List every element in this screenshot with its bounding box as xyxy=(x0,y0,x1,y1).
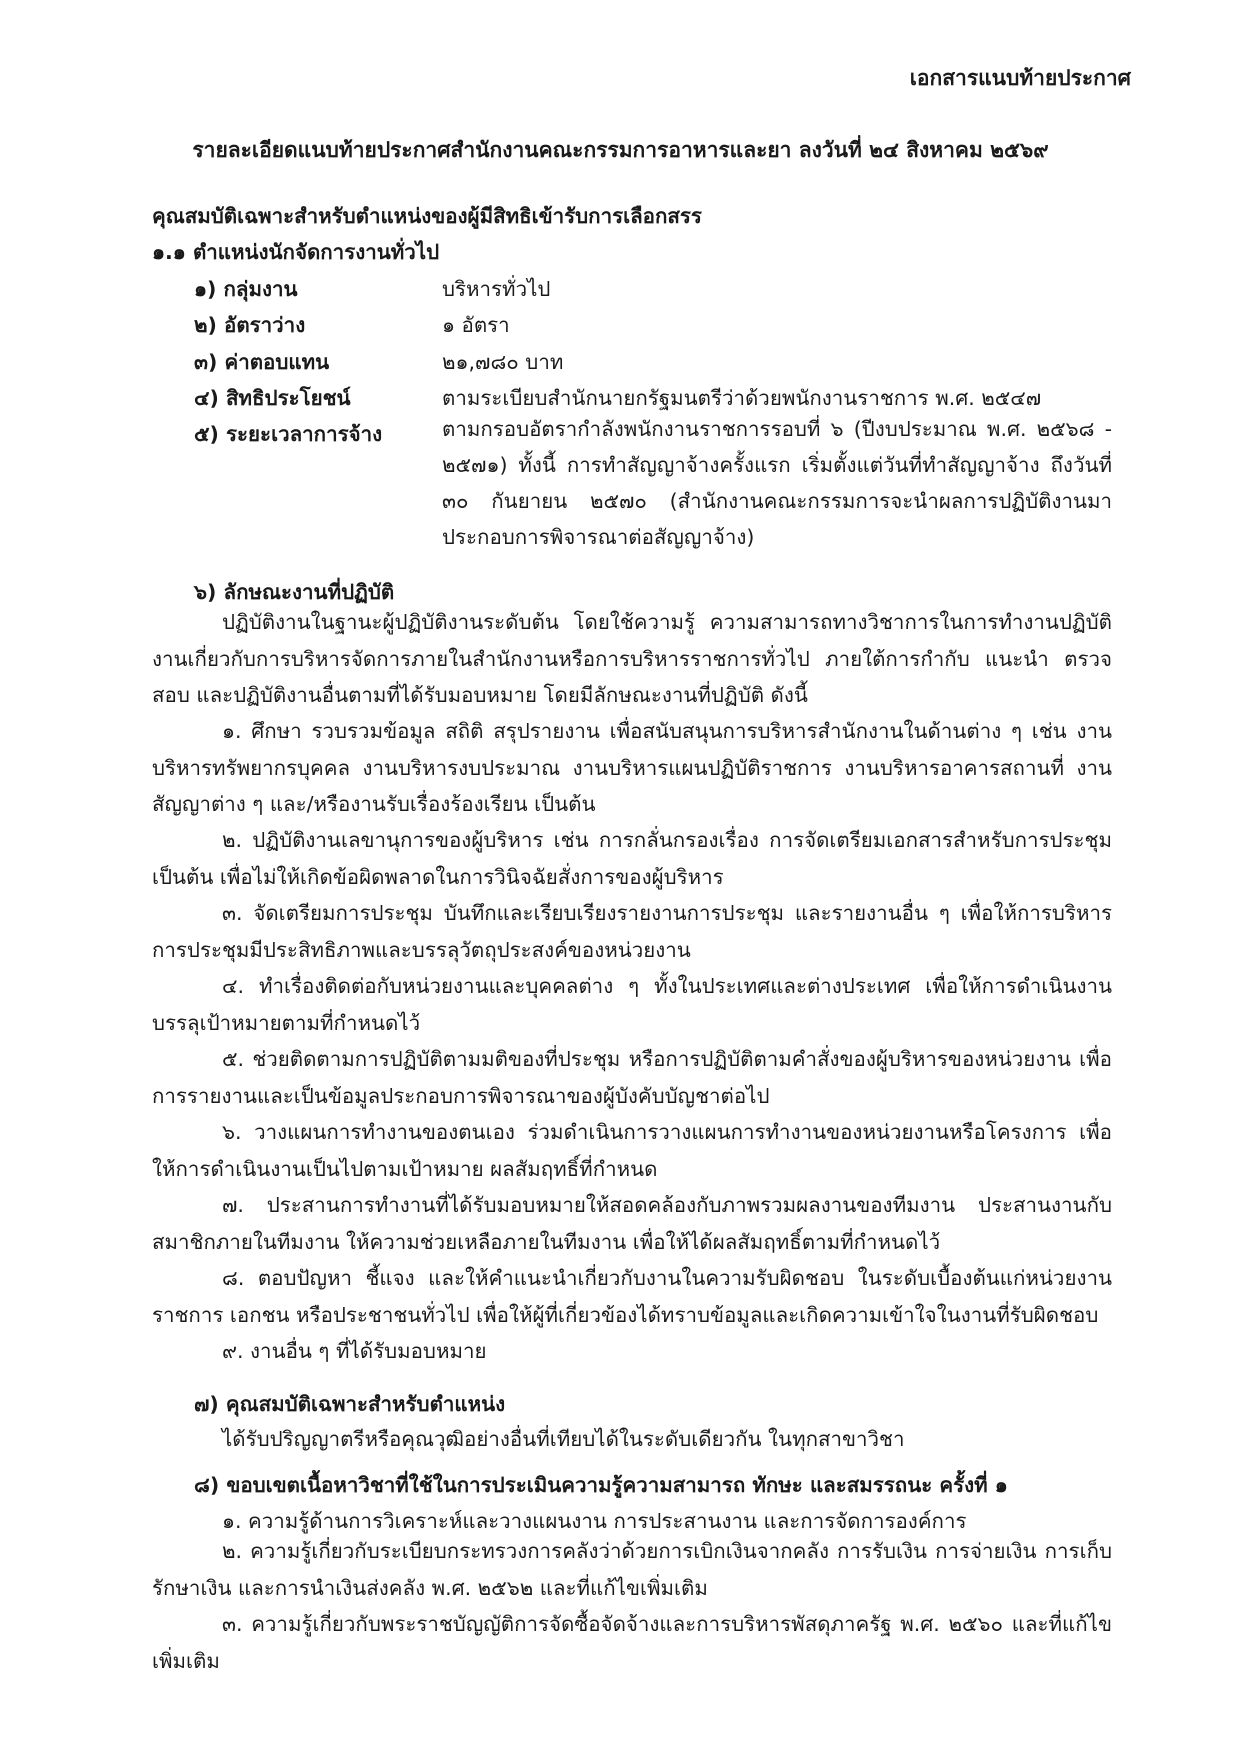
scope-item-2: ๒. ความรู้เกี่ยวกับระเบียบกระทรวงการคลังว่าด้วยการเบิกเงินจากคลัง การรับเงิน การจ่ายเงิน การเก็บรักษาเงิน และการนำเงินส่งคลัง พ.ศ. ๒๕๖๒ และที่แก้ไขเพิ่มเติม xyxy=(152,1539,1112,1600)
duty-item-2: ๒. ปฏิบัติงานเลขานุการของผู้บริหาร เช่น การกลั่นกรองเรื่อง การจัดเตรียมเอกสารสำหรับการประชุม เป็นต้น เพื่อไม่ให้เกิดข้อผิดพลาดในการวินิจฉัยสั่งการของผู้บริหาร xyxy=(152,828,1112,889)
scope-item-1: ๑. ความรู้ด้านการวิเคราะห์และวางแผนงาน การประสานงาน และการจัดการองค์การ xyxy=(222,1509,967,1533)
section6-intro: ปฏิบัติงานในฐานะผู้ปฏิบัติงานระดับต้น โดยใช้ความรู้ ความสามารถทางวิชาการในการทำงานปฏิบัติงานเกี่ยวกับการบริหารจัดการภายในสำนักงานหรือการบริหารราชการทั่วไป ภายใต้การกำกับ แนะนำ ตรวจสอบ และปฏิบัติงานอื่นตามที่ได้รับมอบหมาย โดยมีลักษณะงานที่ปฏิบัติ ดังนี้ xyxy=(152,610,1112,707)
detail-label-vacancy: ๒) อัตราว่าง xyxy=(194,313,306,337)
main-heading: คุณสมบัติเฉพาะสำหรับตำแหน่งของผู้มีสิทธิเข้ารับการเลือกสรร xyxy=(152,204,702,228)
detail-value-group: บริหารทั่วไป xyxy=(442,277,551,301)
detail-label-salary: ๓) ค่าตอบแทน xyxy=(194,350,330,374)
section6-heading: ๖) ลักษณะงานที่ปฏิบัติ xyxy=(194,580,395,604)
detail-value-vacancy: ๑ อัตรา xyxy=(442,313,510,337)
section8-heading: ๘) ขอบเขตเนื้อหาวิชาที่ใช้ในการประเมินความรู้ความสามารถ ทักษะ และสมรรถนะ ครั้งที่ ๑ xyxy=(194,1473,1008,1497)
detail-value-benefits: ตามระเบียบสำนักนายกรัฐมนตรีว่าด้วยพนักงานราชการ พ.ศ. ๒๕๔๗ xyxy=(442,386,1042,410)
duty-item-8: ๘. ตอบปัญหา ชี้แจง และให้คำแนะนำเกี่ยวกับงานในความรับผิดชอบ ในระดับเบื้องต้นแก่หน่วยงานราชการ เอกชน หรือประชาชนทั่วไป เพื่อให้ผู้ที่เกี่ยวข้องได้ทราบข้อมูลและเกิดความเข้าใจในงานที่รับผิดชอบ xyxy=(152,1266,1112,1327)
scope-item-3: ๓. ความรู้เกี่ยวกับพระราชบัญญัติการจัดซื้อจัดจ้างและการบริหารพัสดุภาครัฐ พ.ศ. ๒๕๖๐ และที่แก้ไขเพิ่มเติม xyxy=(152,1612,1112,1673)
detail-value-employment-period: ตามกรอบอัตรากำลังพนักงานราชการรอบที่ ๖ (ปีงบประมาณ พ.ศ. ๒๕๖๘ - ๒๕๗๑) ทั้งนี้ การทำสัญญาจ้างครั้งแรก เริ่มตั้งแต่วันที่ทำสัญญาจ้าง ถึงวันที่ ๓๐ กันยายน ๒๕๗๐ (สำนักงานคณะกรรมการจะนำผลการปฏิบัติงานมาประกอบการพิจารณาต่อสัญญาจ้าง) xyxy=(442,417,1112,549)
section7-text: ได้รับปริญญาตรีหรือคุณวุฒิอย่างอื่นที่เทียบได้ในระดับเดียวกัน ในทุกสาขาวิชา xyxy=(222,1427,905,1451)
detail-value-salary: ๒๑,๗๘๐ บาท xyxy=(442,350,564,374)
attachment-label: เอกสารแนบท้ายประกาศ xyxy=(909,66,1131,90)
duty-item-1: ๑. ศึกษา รวบรวมข้อมูล สถิติ สรุปรายงาน เพื่อสนับสนุนการบริหารสำนักงานในด้านต่าง ๆ เช่น งานบริหารทรัพยากรบุคคล งานบริหารงบประมาณ งานบริหารแผนปฏิบัติราชการ งานบริหารอาคารสถานที่ งานสัญญาต่าง ๆ และ/หรืองานรับเรื่องร้องเรียน เป็นต้น xyxy=(152,719,1112,816)
duty-item-3: ๓. จัดเตรียมการประชุม บันทึกและเรียบเรียงรายงานการประชุม และรายงานอื่น ๆ เพื่อให้การบริหารการประชุมมีประสิทธิภาพและบรรลุวัตถุประสงค์ของหน่วยงาน xyxy=(152,901,1112,962)
detail-label-benefits: ๔) สิทธิประโยชน์ xyxy=(194,386,351,410)
duty-item-6: ๖. วางแผนการทำงานของตนเอง ร่วมดำเนินการวางแผนการทำงานของหน่วยงานหรือโครงการ เพื่อให้การดำเนินงานเป็นไปตามเป้าหมาย ผลสัมฤทธิ์ที่กำหนด xyxy=(152,1120,1112,1181)
duty-item-4: ๔. ทำเรื่องติดต่อกับหน่วยงานและบุคคลต่าง ๆ ทั้งในประเทศและต่างประเทศ เพื่อให้การดำเนินงานบรรลุเป้าหมายตามที่กำหนดไว้ xyxy=(152,974,1112,1035)
document-title: รายละเอียดแนบท้ายประกาศสำนักงานคณะกรรมการอาหารและยา ลงวันที่ ๒๔ สิงหาคม ๒๕๖๙ xyxy=(192,138,1049,162)
section7-heading: ๗) คุณสมบัติเฉพาะสำหรับตำแหน่ง xyxy=(194,1392,506,1416)
duty-item-5: ๕. ช่วยติดตามการปฏิบัติตามมติของที่ประชุม หรือการปฏิบัติตามคำสั่งของผู้บริหารของหน่วยงาน เพื่อการรายงานและเป็นข้อมูลประกอบการพิจารณาของผู้บังคับบัญชาต่อไป xyxy=(152,1047,1112,1108)
position-heading: ๑.๑ ตำแหน่งนักจัดการงานทั่วไป xyxy=(152,240,440,264)
duty-item-7: ๗. ประสานการทำงานที่ได้รับมอบหมายให้สอดคล้องกับภาพรวมผลงานของทีมงาน ประสานงานกับสมาชิกภายในทีมงาน ให้ความช่วยเหลือภายในทีมงาน เพื่อให้ได้ผลสัมฤทธิ์ตามที่กำหนดไว้ xyxy=(152,1193,1112,1254)
detail-label-employment-period: ๕) ระยะเวลาการจ้าง xyxy=(194,422,383,446)
duty-item-9: ๙. งานอื่น ๆ ที่ได้รับมอบหมาย xyxy=(222,1339,487,1363)
detail-label-group: ๑) กลุ่มงาน xyxy=(194,277,298,301)
